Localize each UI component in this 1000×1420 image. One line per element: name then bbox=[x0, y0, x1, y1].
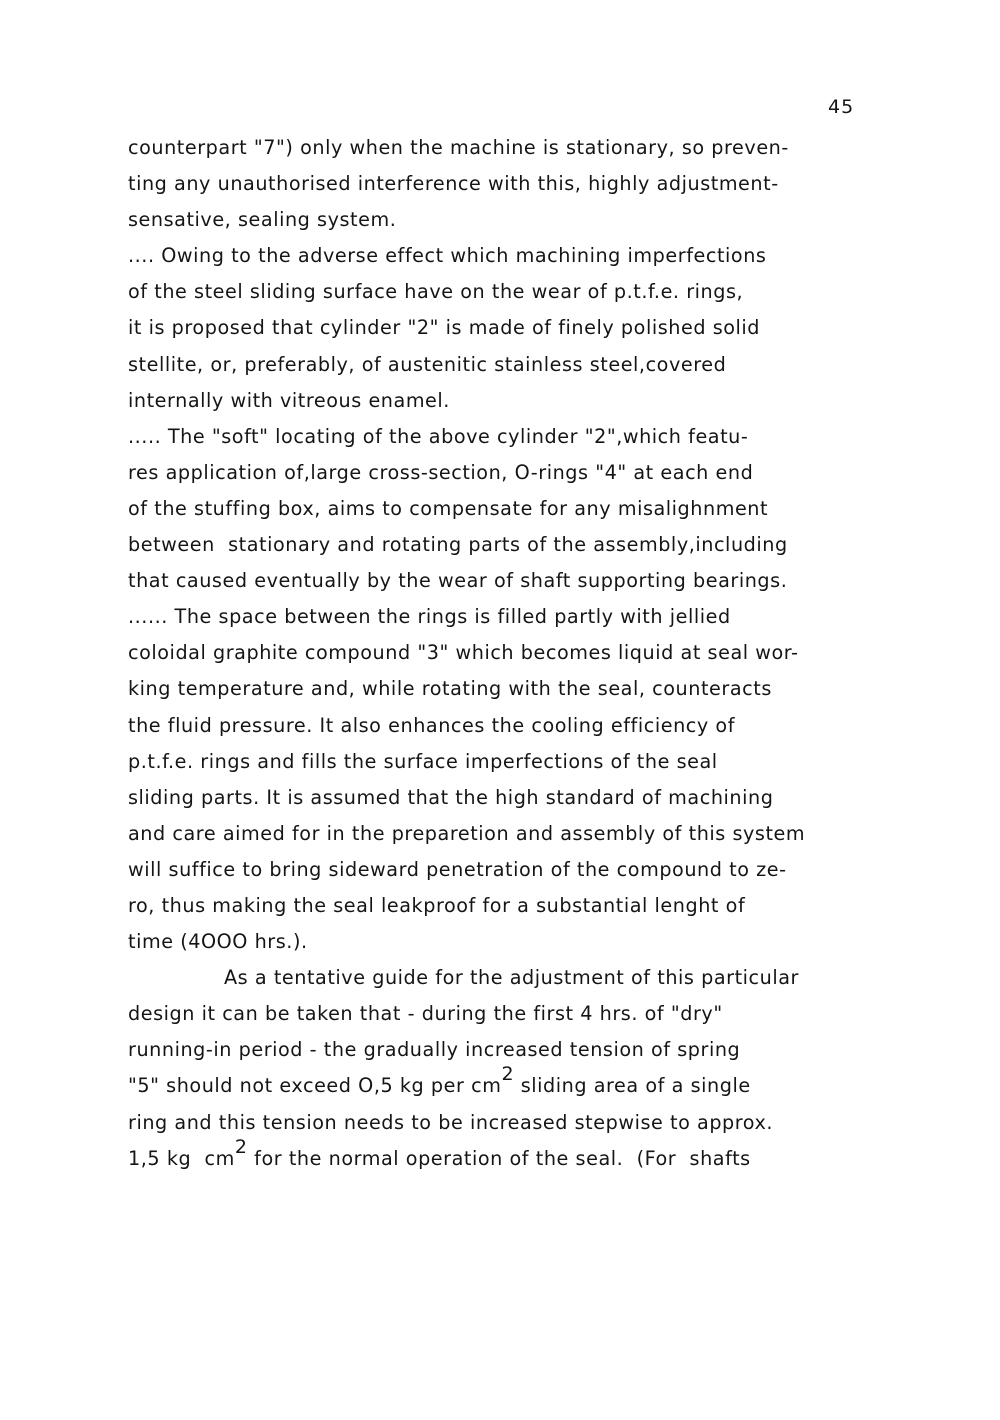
text-line: .... Owing to the adverse effect which machining imperfections bbox=[128, 244, 767, 268]
text-line: ..... The "soft" locating of the above cylinder "2",which featu- bbox=[128, 424, 749, 448]
text-line: res application of,large cross-section, O-rings "4" at each end bbox=[128, 460, 754, 484]
paragraph-indented-line: As a tentative guide for the adjustment of this particular bbox=[224, 966, 799, 990]
text-line: running-in period - the gradually increased tension of spring bbox=[128, 1038, 741, 1062]
final-line-before: 1,5 kg cm bbox=[128, 1146, 235, 1170]
text-line: sensative, sealing system. bbox=[128, 208, 397, 232]
text-line: that caused eventually by the wear of shaft supporting bearings. bbox=[128, 569, 788, 593]
superscript: 2 bbox=[501, 1063, 515, 1086]
body-text bbox=[128, 132, 898, 1179]
final-line-after: for the normal operation of the seal. (For shafts bbox=[247, 1146, 751, 1170]
text-line: ring and this tension needs to be increased stepwise to approx. bbox=[128, 1110, 774, 1134]
spring-line-after: sliding area of a single bbox=[514, 1074, 751, 1098]
text-line: and care aimed for in the preparetion and assembly of this system bbox=[128, 821, 806, 845]
text-line: sliding parts. It is assumed that the high standard of machining bbox=[128, 785, 774, 809]
text-line: king temperature and, while rotating with the seal, counteracts bbox=[128, 677, 772, 701]
text-line: counterpart "7") only when the machine is stationary, so preven- bbox=[128, 136, 789, 159]
text-line: ...... The space between the rings is filled partly with jellied bbox=[128, 605, 731, 629]
text-line: of the steel sliding surface have on the wear of p.t.f.e. rings, bbox=[128, 280, 744, 304]
text-line: internally with vitreous enamel. bbox=[128, 388, 450, 412]
spring-line-before: "5" should not exceed O,5 kg per cm bbox=[128, 1074, 502, 1098]
spring-tension-line bbox=[128, 1063, 898, 1106]
page-number: 45 bbox=[828, 96, 855, 118]
text-line: coloidal graphite compound "3" which becomes liquid at seal wor- bbox=[128, 641, 799, 665]
text-line: the fluid pressure. It also enhances the cooling efficiency of bbox=[128, 713, 736, 737]
superscript: 2 bbox=[234, 1135, 248, 1158]
text-line: of the stuffing box, aims to compensate for any misalighnment bbox=[128, 496, 769, 520]
text-line: it is proposed that cylinder "2" is made of finely polished solid bbox=[128, 316, 761, 340]
text-line: design it can be taken that - during the first 4 hrs. of "dry" bbox=[128, 1002, 723, 1026]
text-line: p.t.f.e. rings and fills the surface imperfections of the seal bbox=[128, 749, 718, 773]
text-line: stellite, or, preferably, of austenitic stainless steel,covered bbox=[128, 352, 727, 376]
text-line: time (4OOO hrs.). bbox=[128, 930, 308, 954]
text-line: ting any unauthorised interference with this, highly adjustment- bbox=[128, 172, 779, 196]
text-line: will suffice to bring sideward penetration of the compound to ze- bbox=[128, 857, 787, 881]
text-line: ro, thus making the seal leakproof for a substantial lenght of bbox=[128, 893, 746, 917]
text-line: between stationary and rotating parts of the assembly,including bbox=[128, 533, 788, 557]
final-line bbox=[128, 1135, 898, 1179]
